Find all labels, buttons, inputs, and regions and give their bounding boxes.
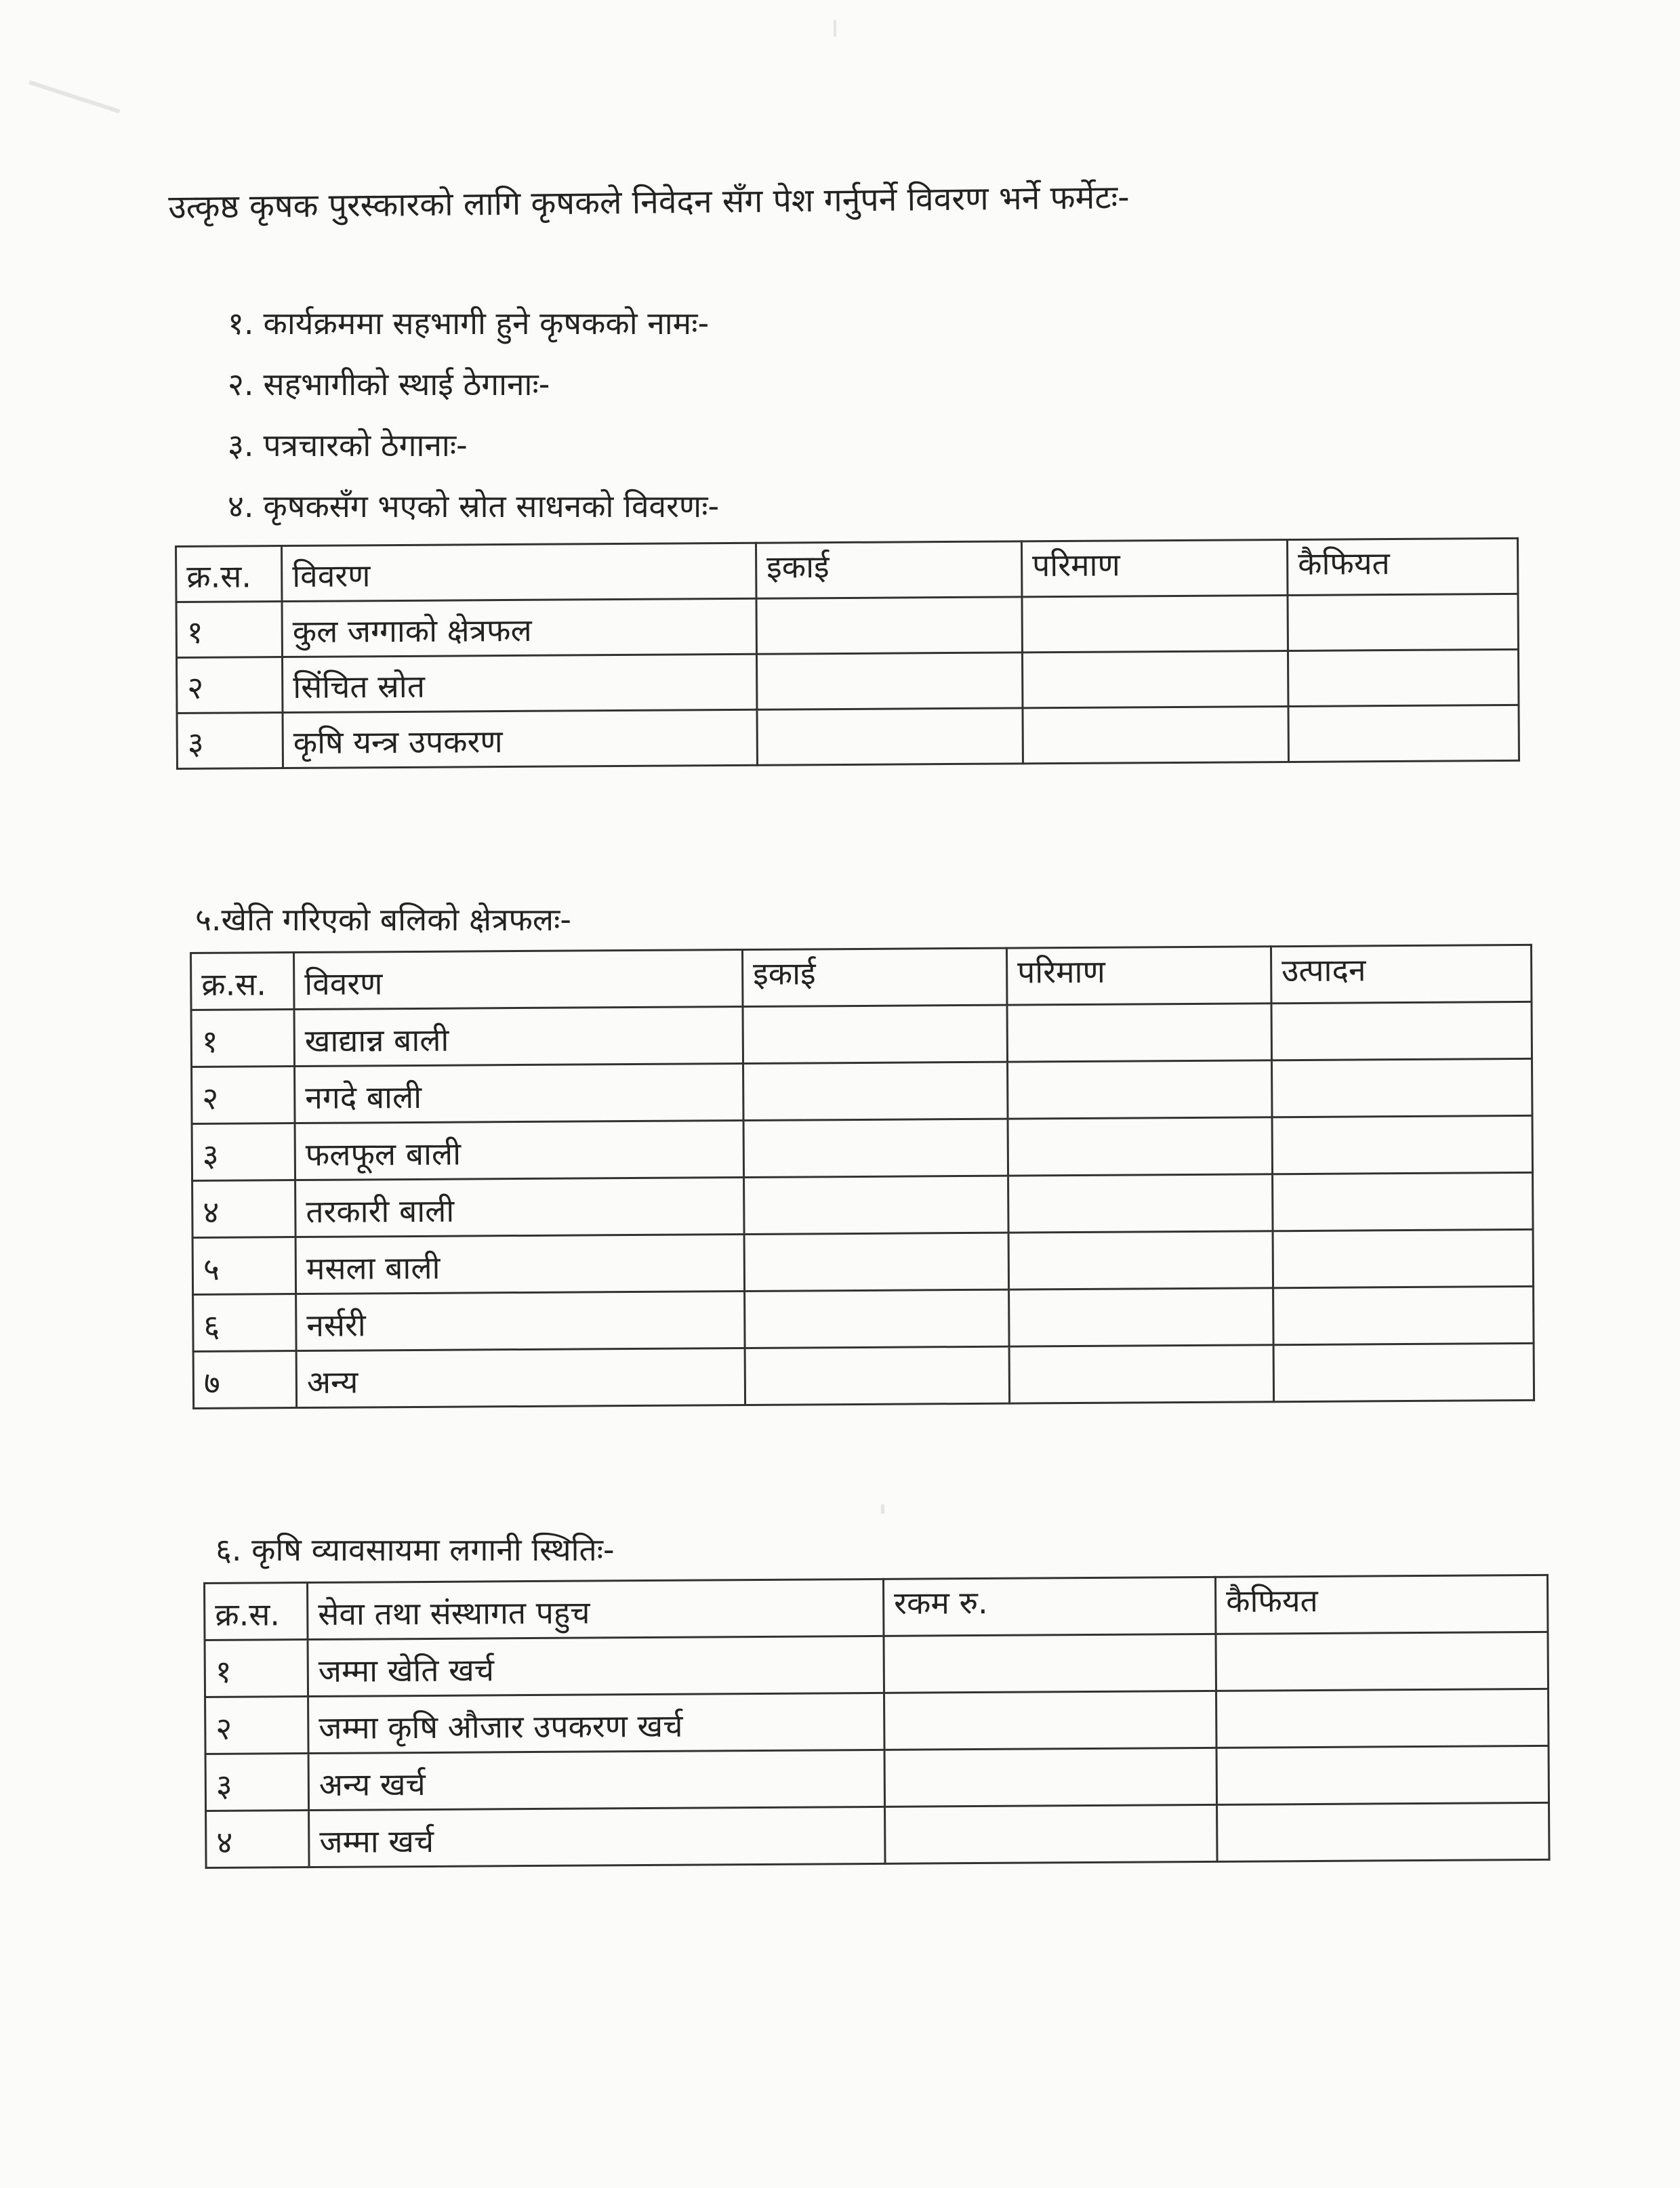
- cell-amount-blank[interactable]: [884, 1634, 1216, 1693]
- cell-production-blank[interactable]: [1273, 1229, 1534, 1287]
- cell-sn: ६: [193, 1294, 297, 1352]
- item-participant-name: [228, 302, 709, 344]
- cell-quantity-blank[interactable]: [1023, 706, 1288, 763]
- cell-amount-blank[interactable]: [884, 1691, 1217, 1750]
- cell-production-blank[interactable]: [1272, 1058, 1533, 1117]
- header-description: विवरण: [282, 543, 756, 601]
- cell-description: नर्सरी: [296, 1292, 745, 1351]
- cell-quantity-blank[interactable]: [1007, 1004, 1272, 1062]
- cell-sn: १: [191, 1010, 295, 1067]
- table-row: [177, 649, 1519, 713]
- cell-remarks-blank[interactable]: [1288, 594, 1518, 651]
- cell-production-blank[interactable]: [1271, 1002, 1532, 1060]
- cell-description: सिंचित स्रोत: [283, 654, 757, 712]
- header-sn: क्र.स.: [191, 953, 295, 1010]
- table-row: [191, 1002, 1532, 1067]
- table-row: [206, 1802, 1549, 1867]
- form-title: उत्कृष्ठ कृषक पुरस्कारको लागि कृषकले निवेदन सँग पेश गर्नुपर्ने विवरण भर्ने फर्मेटः-: [168, 178, 1130, 226]
- cell-sn: २: [177, 657, 283, 714]
- item-label: कृषकसँग भएको स्रोत साधनको विवरणः-: [263, 488, 720, 524]
- table-row: [193, 1343, 1534, 1408]
- cell-sn: १: [205, 1640, 308, 1697]
- item-permanent-address: [228, 363, 550, 405]
- header-quantity: परिमाण: [1021, 539, 1287, 596]
- cell-quantity-blank[interactable]: [1009, 1288, 1274, 1346]
- cell-quantity-blank[interactable]: [1008, 1231, 1273, 1289]
- crops-table: [190, 944, 1535, 1409]
- cell-production-blank[interactable]: [1272, 1115, 1533, 1174]
- cell-amount-blank[interactable]: [884, 1748, 1217, 1807]
- cell-sn: ७: [193, 1351, 297, 1409]
- cell-description: तरकारी बाली: [295, 1178, 745, 1237]
- header-unit: इकाई: [756, 541, 1021, 598]
- cell-unit-blank[interactable]: [743, 1119, 1008, 1177]
- scan-dot: [834, 20, 836, 37]
- section6-label: ६. कृषि व्यावसायमा लगानी स्थितिः-: [216, 1531, 615, 1568]
- cell-remarks-blank[interactable]: [1288, 649, 1518, 706]
- cell-sn: ५: [192, 1237, 296, 1295]
- table-header-row: [176, 538, 1518, 602]
- table-header-row: [205, 1575, 1548, 1640]
- investment-table: [203, 1574, 1551, 1869]
- cell-quantity-blank[interactable]: [1022, 595, 1288, 652]
- cell-unit-blank[interactable]: [743, 1062, 1008, 1120]
- cell-quantity-blank[interactable]: [1022, 651, 1288, 707]
- item-label: सहभागीको स्थाई ठेगानाः-: [263, 366, 550, 402]
- header-description: विवरण: [294, 950, 743, 1010]
- cell-remarks-blank[interactable]: [1216, 1632, 1549, 1691]
- cell-unit-blank[interactable]: [745, 1346, 1010, 1405]
- cell-description: खाद्यान्न बाली: [294, 1007, 743, 1067]
- cell-description: जम्मा खर्च: [309, 1807, 885, 1867]
- cell-production-blank[interactable]: [1273, 1343, 1534, 1401]
- table-row: [176, 594, 1518, 657]
- cell-description: अन्य: [296, 1348, 745, 1408]
- table-row: [205, 1689, 1549, 1754]
- scan-dot: [881, 1504, 884, 1514]
- cell-sn: १: [176, 602, 282, 658]
- header-sn: क्र.स.: [205, 1583, 308, 1640]
- cell-sn: २: [192, 1067, 295, 1124]
- cell-sn: ४: [206, 1811, 310, 1868]
- header-quantity: परिमाण: [1006, 947, 1271, 1005]
- item-label: कार्यक्रममा सहभागी हुने कृषकको नामः-: [263, 305, 710, 342]
- scan-smudge: [28, 81, 120, 114]
- cell-production-blank[interactable]: [1273, 1286, 1534, 1344]
- item-correspondence-address: [228, 424, 468, 466]
- cell-description: कृषि यन्त्र उपकरण: [283, 709, 757, 768]
- item-number: ४.: [228, 488, 254, 524]
- cell-sn: ३: [192, 1123, 295, 1181]
- header-production: उत्पादन: [1271, 945, 1532, 1003]
- cell-remarks-blank[interactable]: [1216, 1689, 1549, 1748]
- cell-quantity-blank[interactable]: [1008, 1174, 1273, 1233]
- cell-unit-blank[interactable]: [757, 708, 1023, 765]
- cell-production-blank[interactable]: [1273, 1172, 1534, 1231]
- cell-unit-blank[interactable]: [744, 1233, 1009, 1291]
- cell-unit-blank[interactable]: [756, 597, 1022, 654]
- item-number: ३.: [228, 427, 254, 463]
- header-remarks: कैफियत: [1287, 538, 1517, 595]
- table-row: [192, 1172, 1533, 1237]
- cell-sn: ३: [177, 713, 283, 769]
- table-header-row: [191, 945, 1532, 1010]
- table-row: [177, 705, 1519, 768]
- cell-description: अन्य खर्च: [308, 1750, 884, 1810]
- cell-description: जम्मा खेति खर्च: [308, 1636, 884, 1696]
- table-row: [205, 1632, 1548, 1697]
- header-sn: क्र.स.: [176, 546, 282, 602]
- cell-unit-blank[interactable]: [745, 1289, 1010, 1348]
- cell-quantity-blank[interactable]: [1008, 1117, 1273, 1176]
- cell-remarks-blank[interactable]: [1217, 1802, 1550, 1861]
- cell-description: कुल जग्गाको क्षेत्रफल: [282, 598, 756, 657]
- cell-description: जम्मा कृषि औजार उपकरण खर्च: [308, 1693, 884, 1753]
- cell-unit-blank[interactable]: [756, 653, 1022, 709]
- table-row: [192, 1115, 1532, 1180]
- cell-description: मसला बाली: [295, 1235, 745, 1294]
- item-number: २.: [228, 366, 254, 402]
- cell-sn: ३: [205, 1754, 309, 1811]
- section5-label: ५.खेति गरिएको बलिको क्षेत्रफलः-: [195, 901, 572, 938]
- cell-description: नगदे बाली: [295, 1064, 744, 1123]
- cell-amount-blank[interactable]: [885, 1804, 1218, 1863]
- cell-description: फलफूल बाली: [295, 1121, 744, 1180]
- cell-quantity-blank[interactable]: [1009, 1345, 1274, 1403]
- header-service-access: सेवा तथा संस्थागत पहुच: [308, 1579, 884, 1639]
- cell-remarks-blank[interactable]: [1216, 1746, 1549, 1804]
- cell-unit-blank[interactable]: [744, 1176, 1009, 1234]
- resources-table: [175, 537, 1520, 770]
- table-row: [193, 1286, 1534, 1351]
- cell-unit-blank[interactable]: [743, 1005, 1008, 1063]
- cell-sn: ४: [192, 1180, 296, 1238]
- header-unit: इकाई: [742, 948, 1007, 1006]
- table-row: [192, 1058, 1532, 1123]
- item-resources: [228, 484, 719, 527]
- table-row: [192, 1229, 1533, 1294]
- item-label: पत्रचारको ठेगानाः-: [263, 427, 468, 463]
- cell-remarks-blank[interactable]: [1288, 705, 1519, 762]
- table-row: [205, 1746, 1549, 1811]
- cell-sn: २: [205, 1697, 309, 1754]
- header-remarks: कैफियत: [1215, 1575, 1548, 1634]
- header-amount: रकम रु.: [883, 1577, 1216, 1636]
- item-number: १.: [228, 305, 254, 342]
- cell-quantity-blank[interactable]: [1008, 1060, 1273, 1119]
